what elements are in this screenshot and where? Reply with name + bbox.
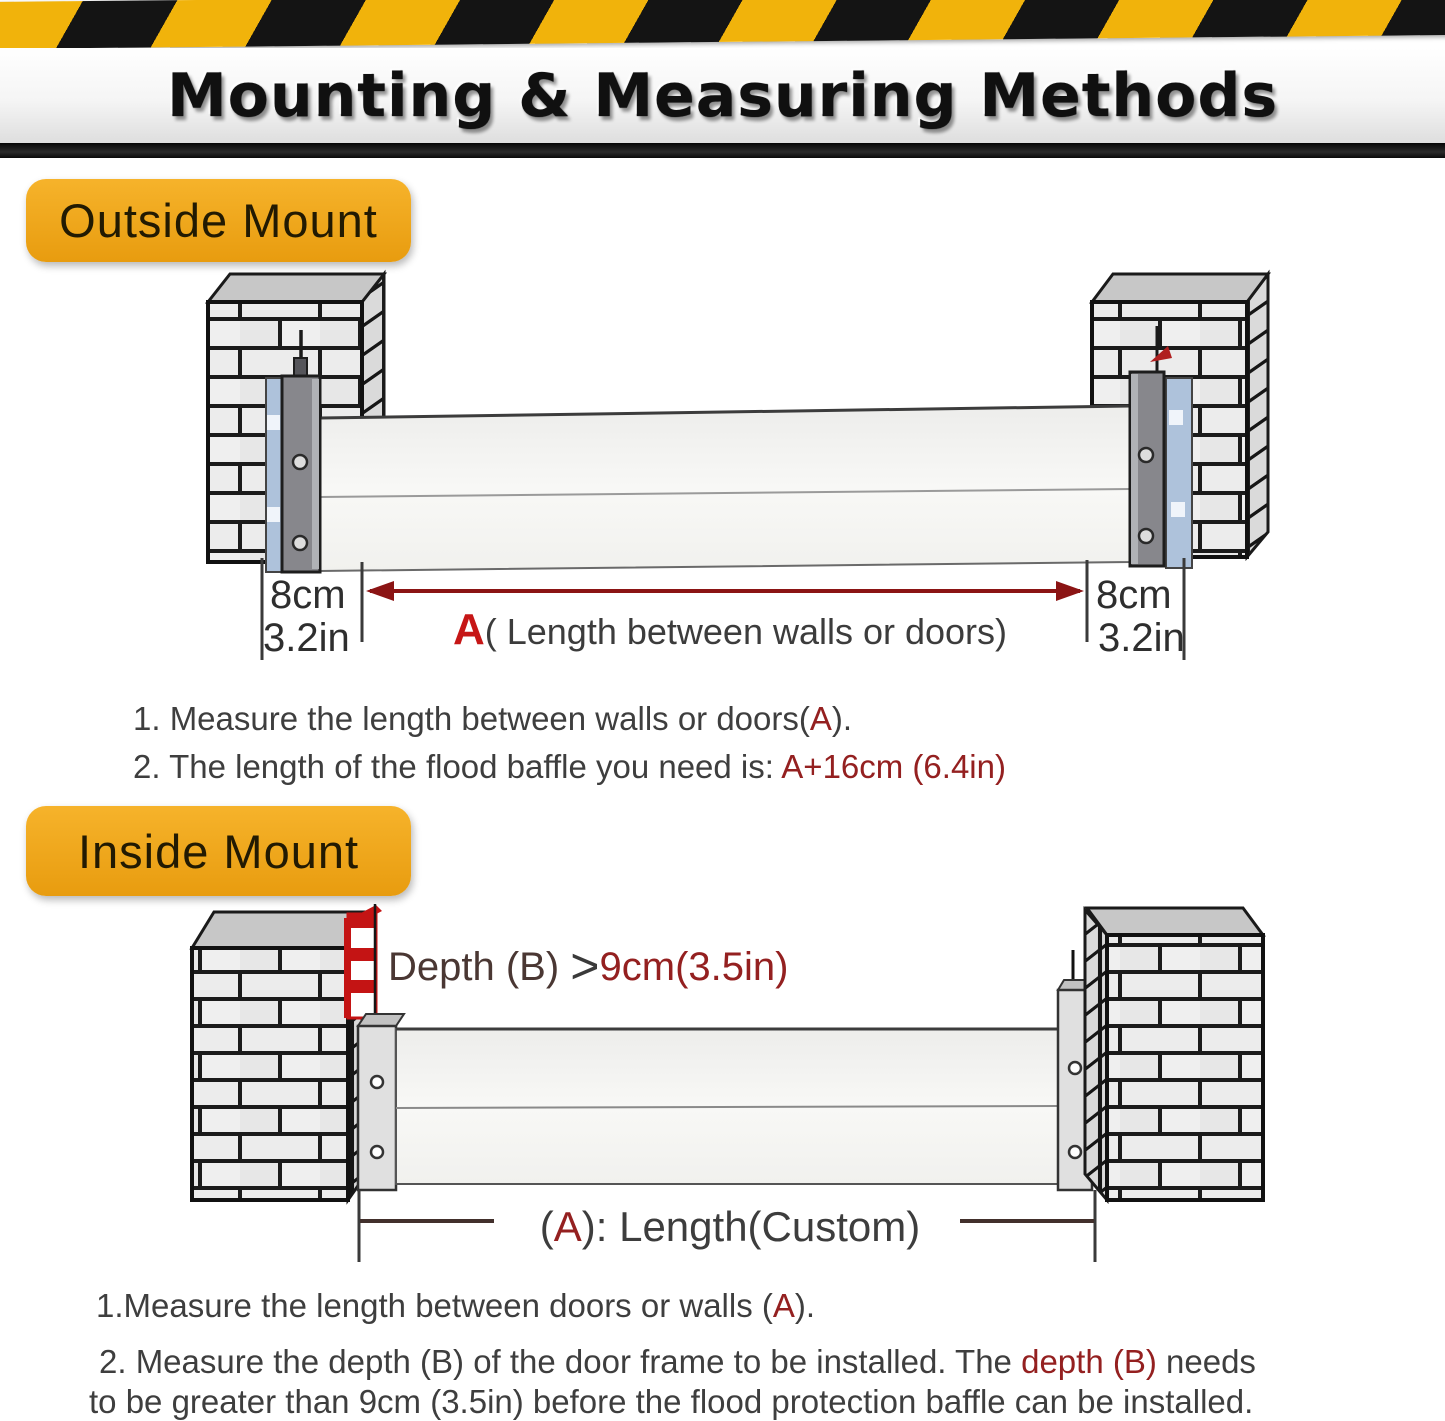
bracket-slot [1169,410,1183,425]
banner-divider-bar [0,143,1445,158]
outside-mount-badge [26,179,411,262]
right-offset-in-label: 3.2in [1098,616,1185,660]
screw-hole [1139,448,1153,462]
inside-step-1: 1.Measure the length between doors or walls (A). [96,1287,816,1324]
screw-hole [371,1146,383,1158]
hazard-stripe-tape [0,0,1445,49]
right-brick-wall [1085,908,1263,1200]
screw-hole [1139,529,1153,543]
screw-hole [371,1076,383,1088]
span-length-a: A [452,605,485,654]
left-offset-in-label: 3.2in [263,616,350,660]
flood-barrier-panels [396,1029,1058,1184]
flood-barrier-panels [320,406,1130,571]
length-span-arrow [366,581,1084,601]
screw-hole [1069,1146,1081,1158]
depth-requirement-label: Depth (B) >9cm(3.5in) [388,938,789,994]
page-title: Mounting & Measuring Methods [166,60,1279,131]
outside-step-2: 2. The length of the flood baffle you need is: A+16cm (6.4in) [133,748,1006,785]
bracket-slot [267,415,280,430]
outside-mount-badge-label: Outside Mount [59,194,378,247]
depth-gauge [344,904,382,1024]
left-offset-cm-label: 8cm [270,573,346,617]
title-banner [0,48,1445,143]
right-offset-cm-label: 8cm [1096,573,1172,617]
inside-mount-badge-label: Inside Mount [77,824,360,878]
span-length-label: A( Length between walls or doors) [452,605,1008,654]
custom-length-label: (A): Length(Custom) [539,1203,921,1250]
inside-step-3: to be greater than 9cm (3.5in) before the flood protection baffle can be installed. [89,1383,1254,1420]
inside-step-2: 2. Measure the depth (B) of the door frame to be installed. The depth (B) needs [99,1343,1256,1380]
left-brick-wall [192,912,370,1200]
bracket-slot [1171,502,1185,517]
bracket-slot [267,507,280,522]
screw-hole [293,455,307,469]
screw-hole [293,536,307,550]
screw-hole [1069,1062,1081,1074]
outside-step-1: 1. Measure the length between walls or doors(A). [133,700,853,737]
